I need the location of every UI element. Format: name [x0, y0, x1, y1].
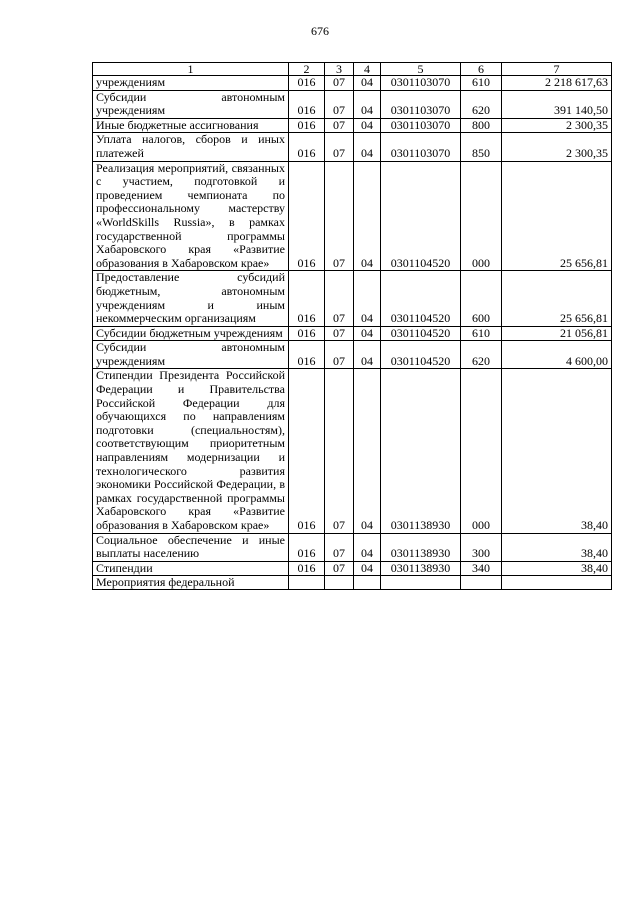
table-row	[93, 369, 612, 533]
row-name: Иные бюджетные ассигнования	[93, 118, 289, 133]
cell-section: 07	[325, 369, 354, 533]
cell-section: 07	[325, 76, 354, 91]
column-header: 4	[354, 63, 381, 76]
cell-section: 07	[325, 533, 354, 561]
cell-target-article: 0301104520	[381, 271, 461, 326]
cell-amount: 2 218 617,63	[502, 76, 612, 91]
cell-department: 016	[289, 341, 325, 369]
cell-section: 07	[325, 326, 354, 341]
cell-subsection: 04	[354, 76, 381, 91]
cell-subsection: 04	[354, 561, 381, 576]
row-name: Стипендии Президента Российской Федерации и Правительства Российской Федерации для обучающихся по направлениям подготовки (специальностям), соответствующим приоритетным направлениям модернизации и технологического развития экономики Российской Федерации, в рамках государственной программы Хабаровского края «Развитие образования в Хабаровском крае»	[93, 369, 289, 533]
cell-subsection: 04	[354, 118, 381, 133]
cell-amount: 21 056,81	[502, 326, 612, 341]
row-name: Субсидии автономным учреждениям	[93, 90, 289, 118]
cell-amount: 25 656,81	[502, 271, 612, 326]
row-name: Предоставление субсидий бюджетным, автономным учреждениям и иным некоммерческим организациям	[93, 271, 289, 326]
table-row	[93, 76, 612, 91]
cell-department: 016	[289, 118, 325, 133]
table-row	[93, 576, 612, 590]
cell-target-article: 0301138930	[381, 561, 461, 576]
cell-amount: 391 140,50	[502, 90, 612, 118]
cell-amount: 25 656,81	[502, 161, 612, 271]
row-name: Субсидии бюджетным учреждениям	[93, 326, 289, 341]
cell-empty	[289, 576, 325, 590]
cell-target-article: 0301103070	[381, 118, 461, 133]
cell-subsection: 04	[354, 90, 381, 118]
cell-target-article: 0301103070	[381, 76, 461, 91]
cell-expense-type: 000	[461, 161, 502, 271]
cell-section: 07	[325, 90, 354, 118]
column-header: 5	[381, 63, 461, 76]
table-row	[93, 271, 612, 326]
cell-section: 07	[325, 133, 354, 161]
budget-table	[92, 62, 612, 590]
row-name-fragment	[93, 576, 289, 590]
row-name-fragment-text: Мероприятия федеральной	[96, 576, 235, 590]
cell-department: 016	[289, 76, 325, 91]
cell-amount: 4 600,00	[502, 341, 612, 369]
cell-target-article: 0301138930	[381, 533, 461, 561]
cell-amount: 2 300,35	[502, 118, 612, 133]
table-row	[93, 133, 612, 161]
cell-empty	[354, 576, 381, 590]
column-header: 7	[502, 63, 612, 76]
header-row	[93, 63, 612, 76]
cell-expense-type: 850	[461, 133, 502, 161]
cell-section: 07	[325, 341, 354, 369]
cell-section: 07	[325, 561, 354, 576]
cell-subsection: 04	[354, 271, 381, 326]
table-row	[93, 90, 612, 118]
cell-subsection: 04	[354, 326, 381, 341]
column-header: 2	[289, 63, 325, 76]
cell-empty	[502, 576, 612, 590]
cell-expense-type: 620	[461, 341, 502, 369]
cell-target-article: 0301104520	[381, 341, 461, 369]
row-name: Социальное обеспечение и иные выплаты населению	[93, 533, 289, 561]
cell-section: 07	[325, 271, 354, 326]
cell-expense-type: 800	[461, 118, 502, 133]
table-row	[93, 326, 612, 341]
row-name: учреждениям	[93, 76, 289, 91]
cell-empty	[381, 576, 461, 590]
table-row	[93, 341, 612, 369]
cell-expense-type: 340	[461, 561, 502, 576]
cell-department: 016	[289, 561, 325, 576]
cell-empty	[325, 576, 354, 590]
cell-section: 07	[325, 118, 354, 133]
cell-department: 016	[289, 369, 325, 533]
cell-department: 016	[289, 161, 325, 271]
cell-subsection: 04	[354, 133, 381, 161]
cell-amount: 2 300,35	[502, 133, 612, 161]
cell-department: 016	[289, 90, 325, 118]
cell-expense-type: 610	[461, 76, 502, 91]
table-row	[93, 561, 612, 576]
cell-expense-type: 000	[461, 369, 502, 533]
cell-target-article: 0301104520	[381, 326, 461, 341]
cell-expense-type: 600	[461, 271, 502, 326]
cell-department: 016	[289, 326, 325, 341]
cell-subsection: 04	[354, 341, 381, 369]
cell-target-article: 0301103070	[381, 90, 461, 118]
cell-expense-type: 610	[461, 326, 502, 341]
row-name: Стипендии	[93, 561, 289, 576]
cell-amount: 38,40	[502, 561, 612, 576]
column-header: 1	[93, 63, 289, 76]
cell-department: 016	[289, 533, 325, 561]
cell-subsection: 04	[354, 369, 381, 533]
row-name: Реализация мероприятий, связанных с участием, подготовкой и проведением чемпионата по профессиональному мастерству «WorldSkills Russia», в рамках государственной программы Хабаровского края «Развитие образования в Хабаровском крае»	[93, 161, 289, 271]
cell-empty	[461, 576, 502, 590]
table-row	[93, 533, 612, 561]
column-header: 6	[461, 63, 502, 76]
cell-section: 07	[325, 161, 354, 271]
cell-subsection: 04	[354, 533, 381, 561]
table-row	[93, 118, 612, 133]
row-name: Уплата налогов, сборов и иных платежей	[93, 133, 289, 161]
cell-expense-type: 300	[461, 533, 502, 561]
cell-target-article: 0301104520	[381, 161, 461, 271]
table-row	[93, 161, 612, 271]
column-header: 3	[325, 63, 354, 76]
cell-department: 016	[289, 271, 325, 326]
cell-amount: 38,40	[502, 369, 612, 533]
cell-subsection: 04	[354, 161, 381, 271]
cell-department: 016	[289, 133, 325, 161]
page-number: 676	[311, 24, 329, 38]
cell-target-article: 0301103070	[381, 133, 461, 161]
cell-target-article: 0301138930	[381, 369, 461, 533]
cell-expense-type: 620	[461, 90, 502, 118]
row-name: Субсидии автономным учреждениям	[93, 341, 289, 369]
cell-amount: 38,40	[502, 533, 612, 561]
